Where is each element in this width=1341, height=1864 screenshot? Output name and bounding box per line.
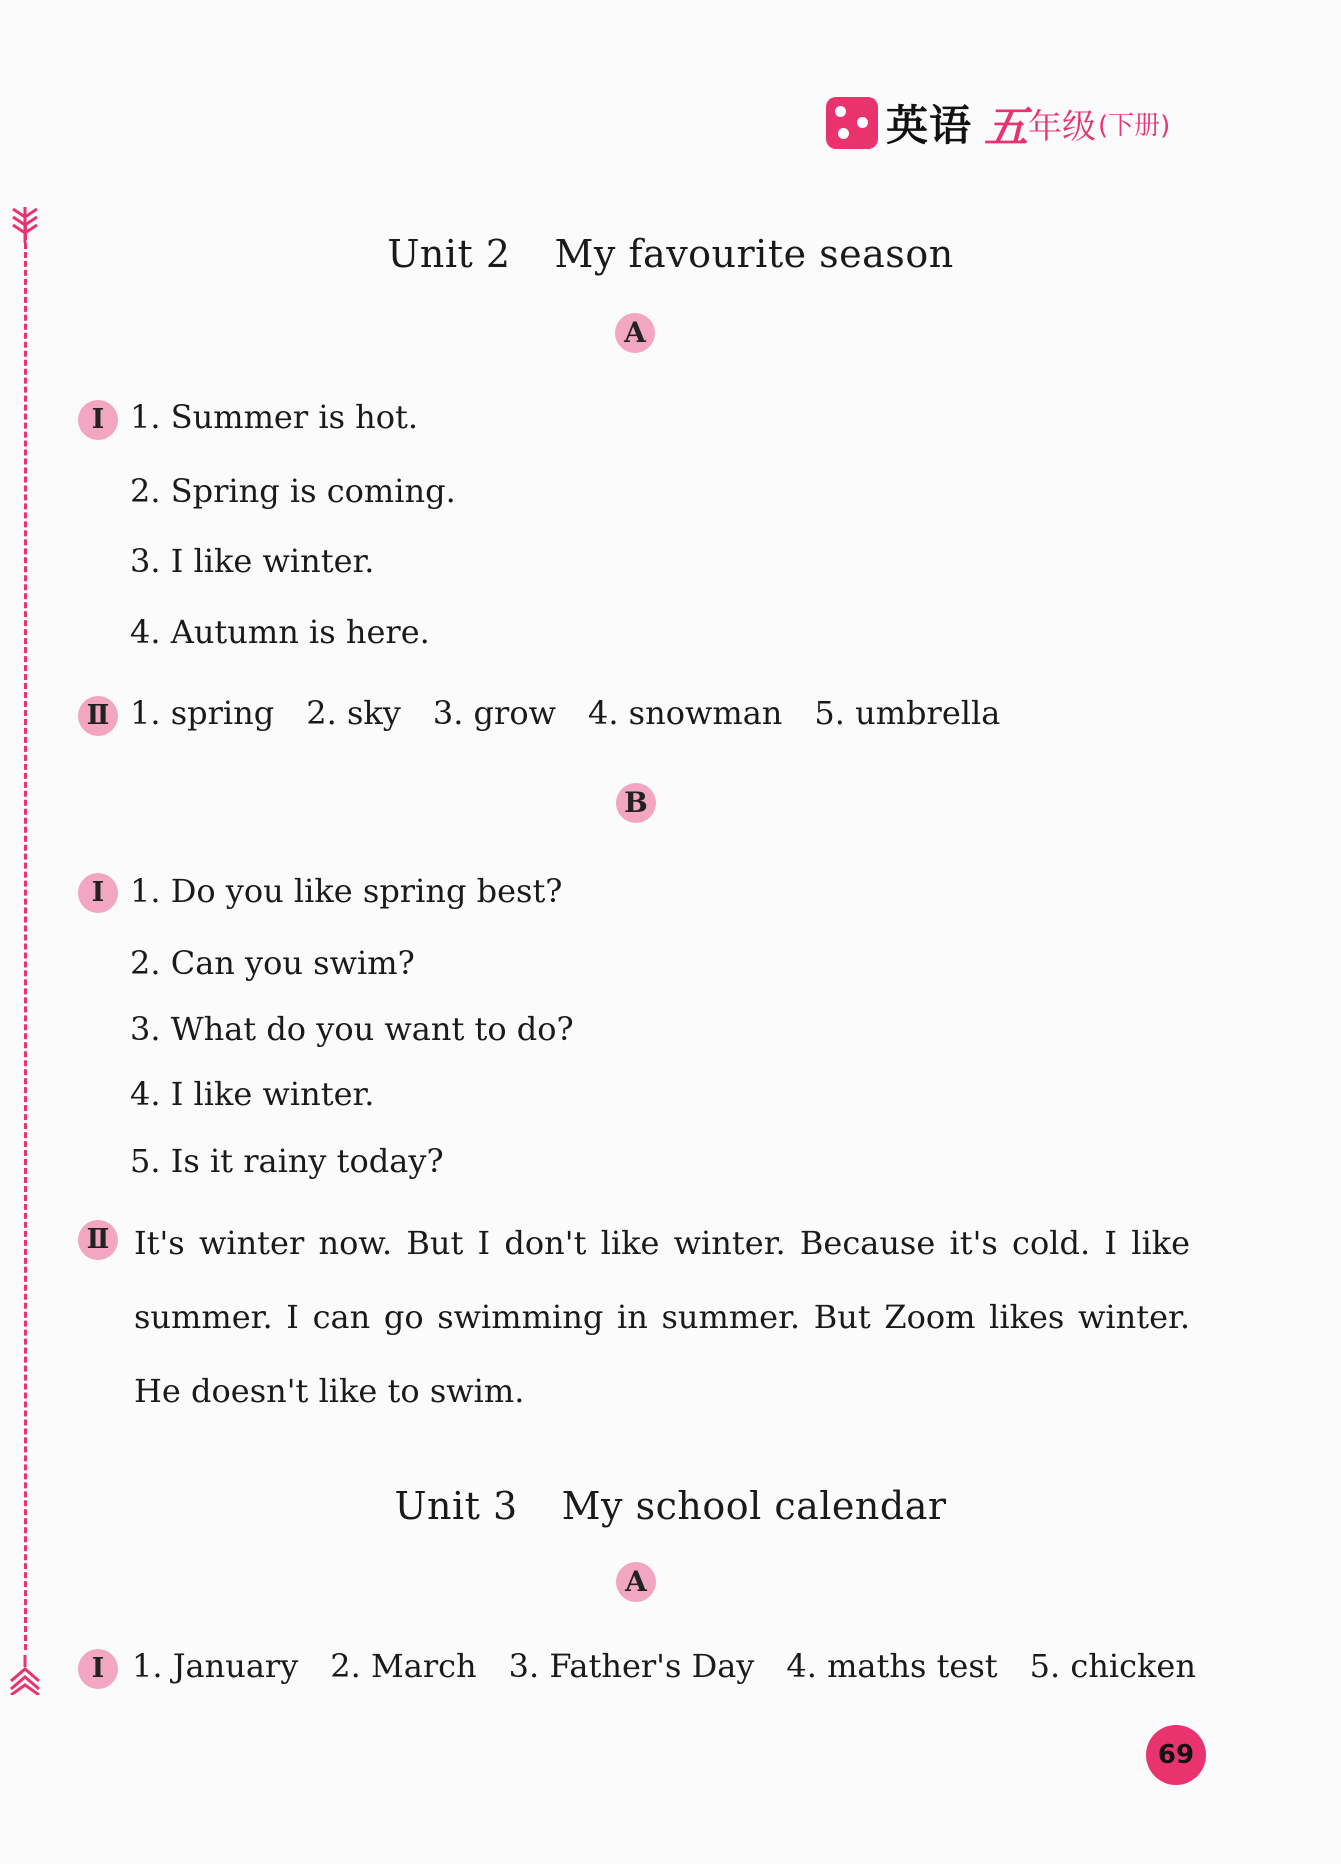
answer-line: 4. Autumn is here. [130,613,430,651]
section-b-badge: B [616,783,656,823]
answer-line: 1. Summer is hot. [130,398,419,436]
dice-logo-icon [826,97,878,149]
answer-line: 3. What do you want to do? [130,1010,574,1048]
answer-line: 4. I like winter. [130,1075,375,1113]
part-1-badge: Ⅰ [78,1649,118,1689]
part-2-badge: Ⅱ [78,1220,118,1260]
answer-line: 3. I like winter. [130,542,375,580]
section-a-badge: A [616,1562,656,1602]
unit-2-title: Unit 2 My favourite season [387,232,954,276]
arrow-head-bottom-icon [8,1655,42,1695]
word-list: 1. January 2. March 3. Father's Day 4. maths test 5. chicken [132,1647,1196,1685]
section-a-badge: A [615,313,655,353]
grade-number: 五 [984,102,1029,153]
subject-title: 英语 [886,101,973,150]
part-1-badge: Ⅰ [78,400,118,440]
grade-word: 年级 [1028,106,1097,147]
left-dashed-rule [24,225,27,1650]
part-1-badge: Ⅰ [78,873,118,913]
answer-line: 2. Can you swim? [130,944,415,982]
page-number: 69 [1146,1725,1206,1785]
answer-line: 2. Spring is coming. [130,472,456,510]
book-header [826,88,1170,158]
unit-3-title: Unit 3 My school calendar [394,1484,947,1528]
answer-line: 1. Do you like spring best? [130,872,563,910]
word-list: 1. spring 2. sky 3. grow 4. snowman 5. umbrella [130,694,1001,732]
volume-label: (下册) [1098,110,1171,141]
answer-line: 5. Is it rainy today? [130,1142,444,1180]
answer-paragraph: It's winter now. But I don't like winter. Because it's cold. I like summer. I can go swimming in summer. But Zoom likes winter. He doesn't like to swim. [134,1224,1190,1410]
part-2-badge: Ⅱ [78,696,118,736]
